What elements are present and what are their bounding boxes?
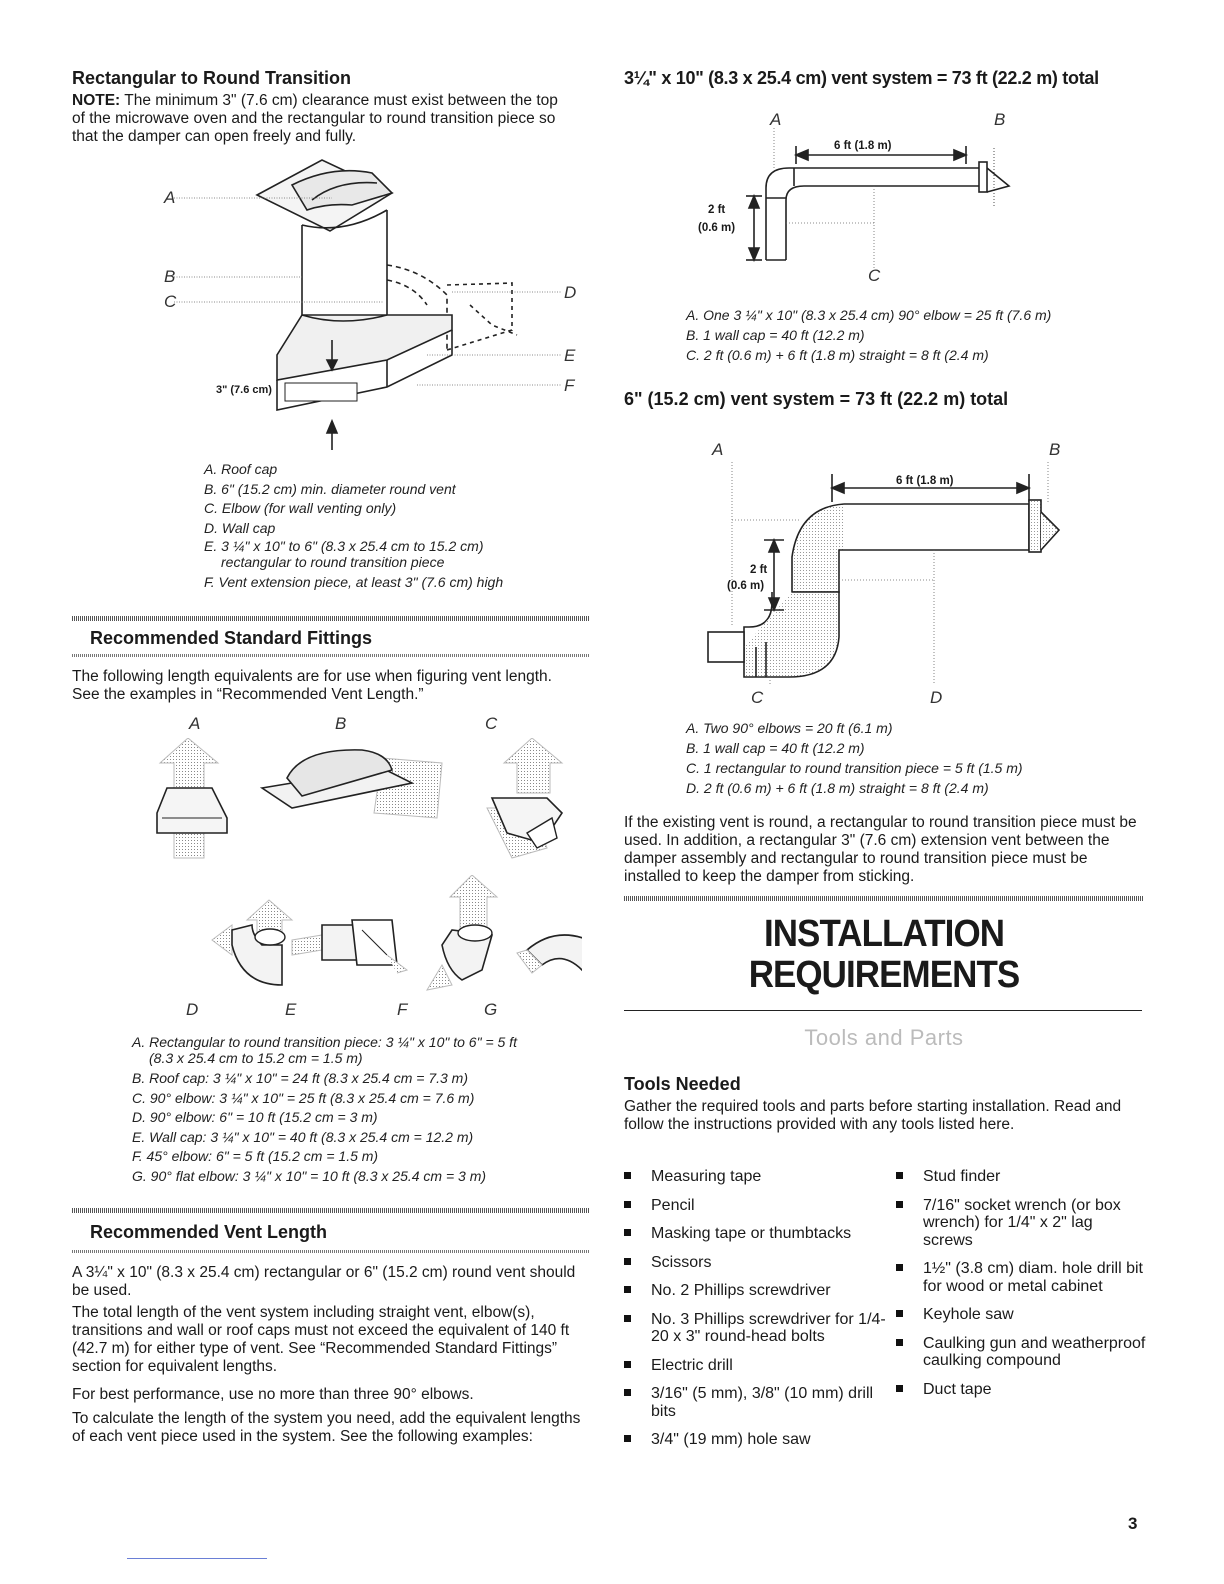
legend-item: B. Roof cap: 3 ¼" x 10" = 24 ft (8.3 x 25.4 cm = 7.3 m): [132, 1070, 468, 1086]
vent-length-p3: For best performance, use no more than three 90° elbows.: [72, 1386, 474, 1403]
legend-item-continued: rectangular to round transition piece: [221, 554, 445, 570]
legend-item: F. 45° elbow: 6" = 5 ft (15.2 cm = 1.5 m): [132, 1148, 379, 1164]
system1-letter-a: A: [770, 110, 782, 129]
list-item: Electric drill: [624, 1357, 889, 1375]
legend-item: E. 3 ¼" x 10" to 6" (8.3 x 25.4 cm to 15.2 cm): [204, 538, 484, 554]
fitting-letter-e: E: [285, 1000, 297, 1019]
diagram-letter-f: F: [564, 376, 575, 395]
section-rule: [72, 616, 590, 621]
fitting-letter-f: F: [397, 1000, 408, 1019]
legend-item: B. 1 wall cap = 40 ft (12.2 m): [686, 327, 865, 343]
vent-length-p2: The total length of the vent system including straight vent, elbow(s), transitions and wall or roof caps must not exceed the equivalent of 140 ft (42.7 m) for either type of vent. See “Recommended Standard Fittings” section for equivalent lengths.: [72, 1304, 570, 1375]
list-item: Stud finder: [896, 1168, 1146, 1186]
tools-needed-heading: Tools Needed: [624, 1074, 741, 1094]
legend-item: E. Wall cap: 3 ¼" x 10" = 40 ft (8.3 x 25.4 cm = 12.2 m): [132, 1128, 474, 1145]
footnote-rule: [127, 1558, 267, 1559]
list-item: Duct tape: [896, 1381, 1146, 1399]
section-rule: [72, 654, 590, 657]
legend-item: A. Rectangular to round transition piece: 3 ¼" x 10" to 6" = 5 ft: [132, 1034, 517, 1050]
section-rule: [72, 1208, 590, 1213]
fitting-letter-c: C: [485, 714, 498, 733]
fittings-legend: [132, 1034, 602, 1186]
install-title-2: REQUIREMENTS: [748, 954, 1020, 996]
fitting-letter-d: D: [186, 1000, 199, 1019]
diagram-letter-c: C: [164, 292, 177, 311]
system1-legend: [686, 305, 1146, 365]
list-item: No. 2 Phillips screwdriver: [624, 1282, 889, 1300]
legend-item: D. Wall cap: [204, 519, 276, 536]
diagram-letter-e: E: [564, 346, 576, 365]
legend-item: D. 90° elbow: 6" = 10 ft (15.2 cm = 3 m): [132, 1109, 378, 1125]
legend-item: B. 1 wall cap = 40 ft (12.2 m): [686, 740, 865, 756]
list-item: 7/16" socket wrench (or box wrench) for 1/4" x 2" lag screws: [896, 1197, 1146, 1250]
list-item: 1½" (3.8 cm) diam. hole drill bit for wood or metal cabinet: [896, 1260, 1146, 1295]
title-rule: [624, 1010, 1142, 1011]
vent-length-p4: To calculate the length of the system you need, add the equivalent lengths of each vent piece used in the system. See the following examples:: [72, 1410, 581, 1445]
fittings-diagram-bottom: [142, 875, 582, 1005]
legend-item: F. Vent extension piece, at least 3" (7.6 cm) high: [204, 574, 504, 590]
system1-diagram: [694, 128, 1024, 288]
tools-list-left: [624, 1168, 889, 1459]
transition-diagram: [152, 155, 602, 455]
note-label: NOTE:: [72, 92, 121, 109]
section-rule: [72, 1250, 590, 1253]
clearance-dimension: 3" (7.6 cm): [216, 384, 272, 396]
list-item: Masking tape or thumbtacks: [624, 1225, 889, 1243]
vent-length-heading: Recommended Vent Length: [90, 1222, 328, 1242]
transition-heading: Rectangular to Round Transition: [72, 68, 352, 88]
legend-item: C. Elbow (for wall venting only): [204, 500, 397, 516]
list-item: No. 3 Phillips screwdriver for 1/4-20 x 3" round-head bolts: [624, 1311, 889, 1346]
system2-dim-vertical-1: 2 ft: [750, 564, 768, 576]
list-item: Keyhole saw: [896, 1306, 1146, 1324]
fittings-diagram-top: [152, 738, 572, 868]
vent-length-p1: A 3¼" x 10" (8.3 x 25.4 cm) rectangular or 6" (15.2 cm) round vent should be used.: [72, 1264, 576, 1299]
fitting-letter-g: G: [484, 1000, 498, 1019]
diagram-letter-d: D: [564, 283, 577, 302]
system1-dim-horizontal: 6 ft (1.8 m): [834, 140, 892, 152]
fittings-text: The following length equivalents are for use when figuring vent length. See the examples in “Recommended Vent Length.”: [72, 668, 552, 703]
list-item: Pencil: [624, 1197, 889, 1215]
system1-letter-c: C: [868, 266, 881, 285]
diagram-letter-b: B: [164, 267, 176, 286]
legend-item: A. One 3 ¼" x 10" (8.3 x 25.4 cm) 90° elbow = 25 ft (7.6 m): [686, 307, 1052, 323]
legend-item: D. 2 ft (0.6 m) + 6 ft (1.8 m) straight = 8 ft (2.4 m): [686, 780, 989, 796]
existing-round-text: If the existing vent is round, a rectangular to round transition piece must be used. In addition, a rectangular 3" (7.6 cm) extension vent between the damper assembly and rectangular to round transition piece must be installed to keep the damper from sticking.: [624, 814, 1137, 885]
legend-item: A. Roof cap: [204, 461, 278, 477]
transition-legend: [204, 460, 604, 593]
fitting-letter-b: B: [335, 714, 347, 733]
system1-letter-b: B: [994, 110, 1006, 129]
legend-item: G. 90° flat elbow: 3 ¼" x 10" = 10 ft (8.3 x 25.4 cm = 3 m): [132, 1167, 487, 1184]
legend-item: C. 90° elbow: 3 ¼" x 10" = 25 ft (8.3 x 25.4 cm = 7.6 m): [132, 1089, 475, 1106]
legend-item: B. 6" (15.2 cm) min. diameter round vent: [204, 480, 456, 497]
system1-dim-vertical-2: (0.6 m): [698, 222, 736, 234]
legend-item: C. 2 ft (0.6 m) + 6 ft (1.8 m) straight = 8 ft (2.4 m): [686, 347, 989, 363]
list-item: 3/16" (5 mm), 3/8" (10 mm) drill bits: [624, 1385, 889, 1420]
system2-letter-a: A: [712, 440, 724, 459]
list-item: Measuring tape: [624, 1168, 889, 1186]
system2-letter-b: B: [1049, 440, 1061, 459]
legend-item: A. Two 90° elbows = 20 ft (6.1 m): [686, 720, 893, 736]
system2-heading: 6" (15.2 cm) vent system = 73 ft (22.2 m) total: [624, 389, 1009, 409]
section-rule: [624, 896, 1144, 901]
fittings-heading: Recommended Standard Fittings: [90, 628, 373, 648]
diagram-letter-a: A: [164, 188, 176, 207]
system1-dim-vertical-1: 2 ft: [708, 204, 726, 216]
tools-needed-intro: Gather the required tools and parts before starting installation. Read and follow the instructions provided with any tools listed here.: [624, 1098, 1122, 1133]
system1-heading: 3¼" x 10" (8.3 x 25.4 cm) vent system = 73 ft (22.2 m) total: [624, 68, 1099, 88]
page-number: 3: [1128, 1514, 1138, 1533]
list-item: 3/4" (19 mm) hole saw: [624, 1431, 889, 1449]
install-title-1: INSTALLATION: [763, 913, 1005, 955]
tools-parts-title: Tools and Parts: [804, 1025, 964, 1050]
legend-item-continued: (8.3 x 25.4 cm to 15.2 cm = 1.5 m): [149, 1050, 363, 1066]
system2-letter-d: D: [930, 688, 943, 707]
note-text: The minimum 3" (7.6 cm) clearance must exist between the top of the microwave oven and the rectangular to round transition piece so that the damper can open freely and fully.: [72, 92, 558, 145]
system2-dim-vertical-2: (0.6 m): [727, 580, 765, 592]
legend-item: C. 1 rectangular to round transition piece = 5 ft (1.5 m): [686, 760, 1023, 776]
system2-letter-c: C: [751, 688, 764, 707]
system2-legend: [686, 718, 1146, 798]
list-item: Scissors: [624, 1254, 889, 1272]
transition-note: [72, 92, 572, 146]
system2-dim-horizontal: 6 ft (1.8 m): [896, 475, 954, 487]
fitting-letter-a: A: [189, 714, 201, 733]
tools-list-right: [896, 1168, 1146, 1408]
list-item: Caulking gun and weatherproof caulking compound: [896, 1335, 1146, 1370]
